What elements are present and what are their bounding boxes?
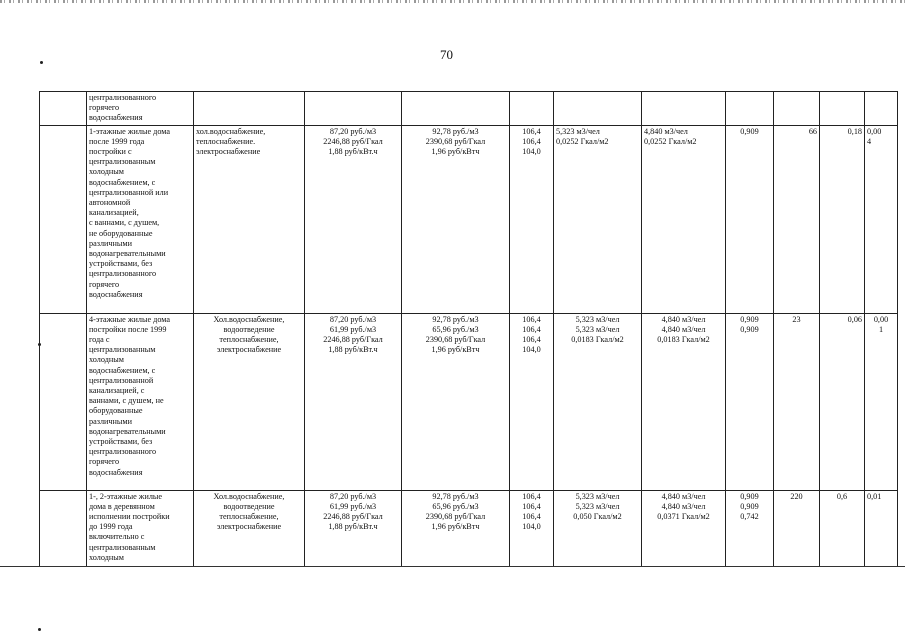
share-cell: 0,06 [820, 313, 865, 490]
cell-line: различными [89, 238, 132, 248]
table-body [40, 92, 898, 567]
cell-line: не оборудованные [89, 228, 153, 238]
cell-line: 4,840 м3/чел [644, 126, 688, 136]
norm-prev-cell [554, 92, 642, 126]
cell-line: холодным [89, 552, 124, 562]
cell-line: теплоснабжение. [196, 136, 256, 146]
cell-line: 0,0371 Гкал/м2 [657, 512, 710, 522]
index-pct-cell [510, 490, 554, 566]
cell-line: 104,0 [522, 147, 541, 157]
cell-line: 2246,88 руб/Гкал [323, 512, 383, 522]
cell-line: Хол.водоснабжение, [213, 491, 285, 501]
scan-speck [40, 61, 43, 64]
norm-new-cell [642, 125, 726, 313]
tariff-new-cell [402, 92, 510, 126]
cell-line: 1,88 руб/кВт.ч [328, 522, 378, 532]
cell-line: водоотведение [223, 324, 275, 334]
cell-line: теплоснабжение, [219, 512, 279, 522]
share-cell: 0,18 [820, 125, 865, 313]
cell-line: 87,20 руб./м3 [329, 491, 377, 501]
table-row [40, 125, 898, 313]
cell-line: 0,909 [740, 324, 759, 334]
cell-line: хол.водоснабжение, [196, 126, 266, 136]
cell-line: 1,96 руб/кВтч [431, 522, 480, 532]
cell-line: 104,0 [522, 522, 541, 532]
cell-line: 5,323 м3/чел [575, 324, 620, 334]
cell-line: холодным [89, 355, 124, 365]
cell-line: с ваннами, с душем, [89, 218, 160, 228]
cell-line: горячего [89, 103, 120, 113]
cell-line: 0,0183 Гкал/м2 [571, 335, 624, 345]
count-cell: 23 [774, 313, 820, 490]
cell-line: 87,20 руб./м3 [329, 314, 377, 324]
coef-cell [726, 313, 774, 490]
share-cell: 0,6 [820, 490, 865, 566]
cell-line: 0,0252 Гкал/м2 [556, 136, 609, 146]
desc-cell [87, 92, 194, 126]
cell-line: включительно с [89, 532, 145, 542]
cell-line: 61,99 руб./м3 [329, 501, 377, 511]
index-cell [40, 313, 87, 490]
cell-line: 4,840 м3/чел [661, 314, 706, 324]
norm-prev-cell [554, 125, 642, 313]
cell-line: водоснабжением, с [89, 365, 156, 375]
cell-line: 0,742 [740, 512, 759, 522]
table-row [40, 490, 898, 566]
tariff-new-cell [402, 313, 510, 490]
cell-line: 61,99 руб./м3 [329, 324, 377, 334]
cell-line: централизованного [89, 269, 157, 279]
cell-line: Хол.водоснабжение, [213, 314, 285, 324]
cell-line: 4-этажные жилые дома [89, 314, 171, 324]
index-pct-cell [510, 92, 554, 126]
cell-line: водоснабжения [89, 113, 143, 123]
cell-line: централизованного [89, 93, 157, 102]
norm-prev-cell [554, 490, 642, 566]
page-number: 70 [440, 47, 453, 62]
scan-edge-noise [0, 0, 905, 3]
cell-line: 4,840 м3/чел [661, 501, 706, 511]
tariff-table [39, 91, 898, 567]
cell-line: 5,323 м3/чел [575, 491, 620, 501]
services-cell [194, 92, 305, 126]
cell-line: 92,78 руб./м3 [432, 126, 479, 136]
cell-line: 1,96 руб/кВтч [431, 147, 480, 157]
cell-line: электроснабжение [216, 522, 282, 532]
norm-new-cell [642, 313, 726, 490]
cell-line: водоотведение [223, 501, 275, 511]
cell-line: 2390,68 руб/Гкал [425, 335, 486, 345]
last-cell [865, 313, 898, 490]
index-pct-cell [510, 313, 554, 490]
cell-line: 0,0252 Гкал/м2 [644, 136, 697, 146]
cell-line: 0,909 [740, 126, 759, 136]
share-cell [820, 92, 865, 126]
last-cell [865, 490, 898, 566]
cell-line: 1,88 руб/кВт.ч [328, 147, 378, 157]
cell-line: 2390,68 руб/Гкал [425, 512, 486, 522]
cell-line: 2246,88 руб/Гкал [323, 335, 383, 345]
cell-line: электроснабжение [196, 147, 261, 157]
coef-cell [726, 125, 774, 313]
index-cell [40, 490, 87, 566]
cell-line: исполнении постройки [89, 512, 170, 522]
cell-line: 65,96 руб./м3 [432, 324, 479, 334]
table-row [40, 313, 898, 490]
cell-line: 1,88 руб/кВт.ч [328, 345, 378, 355]
cell-line: канализацией, [89, 208, 139, 218]
cell-line: горячего [89, 279, 120, 289]
cell-line: 0,050 Гкал/м2 [573, 512, 622, 522]
cell-line: централизованным [89, 542, 156, 552]
table-row [40, 92, 898, 126]
cell-line: канализацией, с [89, 386, 145, 396]
cell-line: водоснабжения [89, 467, 143, 477]
cell-line: 0,909 [740, 501, 759, 511]
last-cell [865, 92, 898, 126]
count-cell: 220 [774, 490, 820, 566]
cell-line: централизованного [89, 447, 157, 457]
cell-line: устройствами, без [89, 259, 153, 269]
cell-line: 4 [867, 136, 872, 146]
cell-line: 92,78 руб./м3 [432, 314, 479, 324]
cell-line: 5,323 м3/чел [575, 314, 620, 324]
cell-line: 5,323 м3/чел [575, 501, 620, 511]
cell-line: устройствами, без [89, 437, 153, 447]
cell-line: различными [89, 416, 132, 426]
desc-cell [87, 490, 194, 566]
cell-line: 1 [878, 324, 884, 334]
tariff-prev-cell [305, 490, 402, 566]
scan-speck [38, 628, 41, 631]
last-cell [865, 125, 898, 313]
cell-line: 106,4 [522, 501, 541, 511]
cell-line: 0,00 [873, 314, 889, 324]
cell-line: 4,840 м3/чел [661, 324, 706, 334]
cell-line: электроснабжение [216, 345, 282, 355]
cell-line: 106,4 [522, 126, 541, 136]
desc-cell [87, 125, 194, 313]
cell-line: водоснабжением, с [89, 177, 156, 187]
cell-line: до 1999 года [89, 522, 133, 532]
cell-line: централизованным [89, 345, 156, 355]
cell-line: 4,840 м3/чел [661, 491, 706, 501]
cell-line: 1-этажные жилые дома [89, 126, 171, 136]
services-cell [194, 490, 305, 566]
cell-line: года с [89, 335, 110, 345]
cell-line: холодным [89, 167, 124, 177]
tariff-new-cell [402, 490, 510, 566]
cell-line: водоснабжения [89, 289, 143, 299]
page-bottom-rule [0, 566, 905, 567]
cell-line: 1-, 2-этажные жилые [89, 491, 163, 501]
services-cell [194, 313, 305, 490]
index-pct-cell [510, 125, 554, 313]
cell-line: централизованным [89, 157, 156, 167]
cell-line: оборудованные [89, 406, 143, 416]
cell-line: 106,4 [522, 512, 541, 522]
count-cell [774, 92, 820, 126]
cell-line: централизованной или [89, 187, 169, 197]
cell-line: 106,4 [522, 136, 541, 146]
cell-line: теплоснабжение, [219, 335, 279, 345]
cell-line: 106,4 [522, 314, 541, 324]
cell-line: 2246,88 руб/Гкал [323, 136, 383, 146]
cell-line: автономной [89, 198, 131, 208]
cell-line: 0,909 [740, 314, 759, 324]
cell-line: горячего [89, 457, 120, 467]
cell-line: 5,323 м3/чел [556, 126, 600, 136]
tariff-prev-cell [305, 313, 402, 490]
norm-new-cell [642, 92, 726, 126]
coef-cell [726, 490, 774, 566]
norm-new-cell [642, 490, 726, 566]
norm-prev-cell [554, 313, 642, 490]
cell-line: 106,4 [522, 491, 541, 501]
cell-line: ваннами, с душем, не [89, 396, 164, 406]
cell-line: 92,78 руб./м3 [432, 491, 479, 501]
cell-line: 0,01 [867, 491, 882, 501]
cell-line: водонагревательными [89, 249, 166, 259]
cell-line: 2390,68 руб/Гкал [425, 136, 486, 146]
cell-line: водонагревательными [89, 426, 166, 436]
cell-line: 106,4 [522, 335, 541, 345]
cell-line: 65,96 руб./м3 [432, 501, 479, 511]
cell-line: 104,0 [522, 345, 541, 355]
cell-line: 87,20 руб./м3 [329, 126, 377, 136]
cell-line: 0,00 [867, 126, 882, 136]
cell-line: постройки с [89, 147, 132, 157]
tariff-new-cell [402, 125, 510, 313]
services-cell [194, 125, 305, 313]
index-cell [40, 92, 87, 126]
cell-line: 106,4 [522, 324, 541, 334]
tariff-prev-cell [305, 92, 402, 126]
cell-line: дома в деревянном [89, 501, 155, 511]
cell-line: постройки после 1999 [89, 324, 167, 334]
desc-cell [87, 313, 194, 490]
cell-line: централизованной [89, 375, 154, 385]
coef-cell [726, 92, 774, 126]
cell-line: 0,909 [740, 491, 759, 501]
count-cell: 66 [774, 125, 820, 313]
cell-line: 1,96 руб/кВтч [431, 345, 480, 355]
index-cell [40, 125, 87, 313]
tariff-prev-cell [305, 125, 402, 313]
cell-line: после 1999 года [89, 136, 145, 146]
cell-line: 0,0183 Гкал/м2 [657, 335, 710, 345]
